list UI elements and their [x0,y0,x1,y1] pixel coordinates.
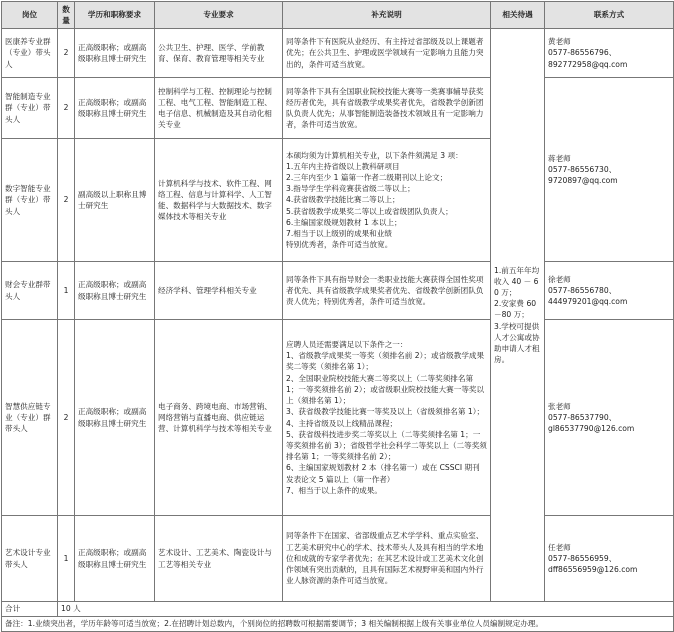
note-line: 5.获省级教学成果奖二等以上或省级团队负责人； [286,206,453,216]
recruitment-table [1,1,674,632]
summary-label: 合计 [2,602,58,617]
note-line: 6.主编国家级规划教材 1 本以上； [286,217,402,227]
count-cell: 2 [58,29,75,78]
contact-cell [545,29,674,78]
footnote: 备注：1.业绩突出者，学历年龄等可适当放宽；2.在招聘计划总数内，个别岗位的招聘数可根据需要调节；3 相关编制根据上级有关事业单位人员编制规定办理。 [2,617,674,632]
note-line: 3.指导学生学科竞赛获省级二等以上； [286,184,415,194]
header-post: 岗位 [2,2,58,29]
note-line: 1、省级教学成果奖一等奖（须排名前 2）；或省级教学成果奖二等奖（须排名第 1）； [286,351,485,372]
edu-cell: 正高级职称；或副高级职称且博士研究生 [75,516,155,602]
contact-cell [545,516,674,602]
post-cell: 智慧供应链专业（专业）群带头人 [2,320,58,516]
table-row [2,78,674,139]
major-cell: 电子商务、跨境电商、市场营销、网络营销与直播电商、供应链运营、计算机科学与技术等相关专业 [155,320,283,516]
summary-value: 10 人 [58,602,674,617]
note-line: 6、主编国家规划教材 2 本（排名第一）或在 CSSCI 期刊发表论文 5 篇以上（第一作者） [286,463,480,484]
benefits-cell [491,29,545,602]
contact-email: 892772958@qq.com [548,59,628,69]
benefit-line: 1.前五年年均收入 40 － 60 万； [494,265,540,297]
notes-cell: 同等条件下在国家、省部级重点艺术学学科、重点实验室、工艺美术研究中心的学术、技术带头人及具有相当的学术地位和成就的专家学者优先；在其艺术设计或工艺美术文化创作领域有突出贡献的，且具有国际艺术视野审美和国内外行业人脉资源的条件可适当放宽。 [283,516,491,602]
table-row [2,320,674,516]
contact-email: 444979201@qq.com [548,297,628,307]
table-row [2,262,674,320]
contact-cell [545,78,674,262]
contact-cell [545,262,674,320]
count-cell: 2 [58,320,75,516]
note-line: 7.相当于以上级别的成果和业绩 [286,229,392,238]
post-cell: 财会专业群带头人 [2,262,58,320]
notes-cell [283,139,491,262]
note-line: 4、主持省级及以上线精品课程； [286,418,398,428]
table-row [2,29,674,78]
post-cell: 医康养专业群（专业）带头人 [2,29,58,78]
count-cell: 1 [58,516,75,602]
count-cell: 2 [58,139,75,262]
note-line: 2、全国职业院校技能大赛二等奖以上（二等奖须排名第 1；一等奖须排名前 2）；或省级职业院校技能大赛一等奖以上（须排名第 1）； [286,373,485,406]
contact-phone: 0577-86556780、 [548,285,617,295]
major-cell: 计算机科学与技术、软件工程、网络工程、信息与计算科学、人工智能、数据科学与大数据技术、数字媒体技术等相关专业 [155,139,283,262]
contact-name: 任老师 [548,542,571,552]
note-line: 1.五年内主持省级以上教科研项目 [286,161,400,171]
header-count: 数量 [58,2,75,29]
note-line: 应聘人员还需要满足以下条件之一： [286,340,408,350]
benefit-line: 2.安家费 60－80 万； [494,299,537,320]
note-line: 本硕均须为计算机相关专业，以下条件须满足 3 项： [286,150,463,160]
notes-cell: 同等条件下具有全国职业院校技能大赛等一类赛事辅导获奖经历者优先，具有省级教学成果奖者优先，省级教学创新团队负责人优先；从事智能制造装备技术领域且有一定影响力者，条件可适当放宽。 [283,78,491,139]
note-line: 4.获省级教学技能比赛二等以上； [286,195,400,205]
edu-cell: 正高级职称；或副高级职称且博士研究生 [75,262,155,320]
note-line: 2.三年内至少 1 篇第一作者二级期刊以上论文； [286,172,448,182]
table-header-row [2,2,674,29]
contact-name: 张老师 [548,401,571,411]
post-cell: 艺术设计专业带头人 [2,516,58,602]
notes-cell: 同等条件下有医院从业经历、有主持过省部级及以上课题者优先；在公共卫生、护理或医学领域有一定影响力且能力突出的，条件可适当放宽。 [283,29,491,78]
note-line: 7、相当于以上条件的成果。 [286,485,382,495]
contact-email: gl86537790@126.com [548,424,635,434]
summary-row [2,602,674,617]
major-cell: 艺术设计、工艺美术、陶瓷设计与工艺等相关专业 [155,516,283,602]
header-edu: 学历和职称要求 [75,2,155,29]
contact-phone: 0577-86556959、 [548,553,617,563]
count-cell: 1 [58,262,75,320]
major-cell: 经济学科、管理学科相关专业 [155,262,283,320]
contact-email: dff86556959@126.com [548,565,638,575]
contact-name: 徐老师 [548,274,571,284]
edu-cell: 正高级职称；或副高级职称且博士研究生 [75,320,155,516]
major-cell: 控制科学与工程、控制理论与控制工程、电气工程、智能制造工程、电子信息、机械制造及其自动化相关专业 [155,78,283,139]
note-line: 特别优秀者，条件可适当放宽。 [286,240,393,250]
note-line: 3、获省级教学技能比赛一等奖及以上（省级须排名第 1）； [286,407,485,417]
notes-cell [283,320,491,516]
contact-name: 黄老师 [548,37,571,47]
edu-cell: 正高级职称；或副高级职称且博士研究生 [75,78,155,139]
contact-cell [545,320,674,516]
contact-phone: 0577-86556730、 [548,164,617,174]
post-cell: 智能制造专业群（专业）带头人 [2,78,58,139]
post-cell: 数字智能专业群（专业）带头人 [2,139,58,262]
edu-cell: 副高级以上职称且博士研究生 [75,139,155,262]
benefit-line: 3.学校可提供人才公寓或协助申请人才租房。 [494,321,540,365]
contact-phone: 0577-86556796、 [548,48,617,58]
header-notes: 补充说明 [283,2,491,29]
contact-email: 9720897@qq.com [548,176,618,186]
contact-name: 蒋老师 [548,153,571,163]
edu-cell: 正高级职称；或副高级职称且博士研究生 [75,29,155,78]
header-benefits: 相关待遇 [491,2,545,29]
table-row [2,516,674,602]
notes-cell: 同等条件下具有指导财会一类职业技能大赛获得全国性奖项者优先、具有省级教学成果奖者优先、省级教学创新团队负责人优先；特别优秀者，条件可适当放宽。 [283,262,491,320]
count-cell: 2 [58,78,75,139]
header-major: 专业要求 [155,2,283,29]
header-contact: 联系方式 [545,2,674,29]
note-line: 5、获省级科技进步奖二等奖以上（二等奖须排名第 1；一等奖须排名前 3）；省级哲学社会科学二等奖以上（二等奖须排名第 1；一等奖须排名前 2）； [286,429,487,462]
note-row [2,617,674,632]
major-cell: 公共卫生、护理、医学、学前教育、保育、教育管理等相关专业 [155,29,283,78]
contact-phone: 0577-86537790、 [548,412,617,422]
